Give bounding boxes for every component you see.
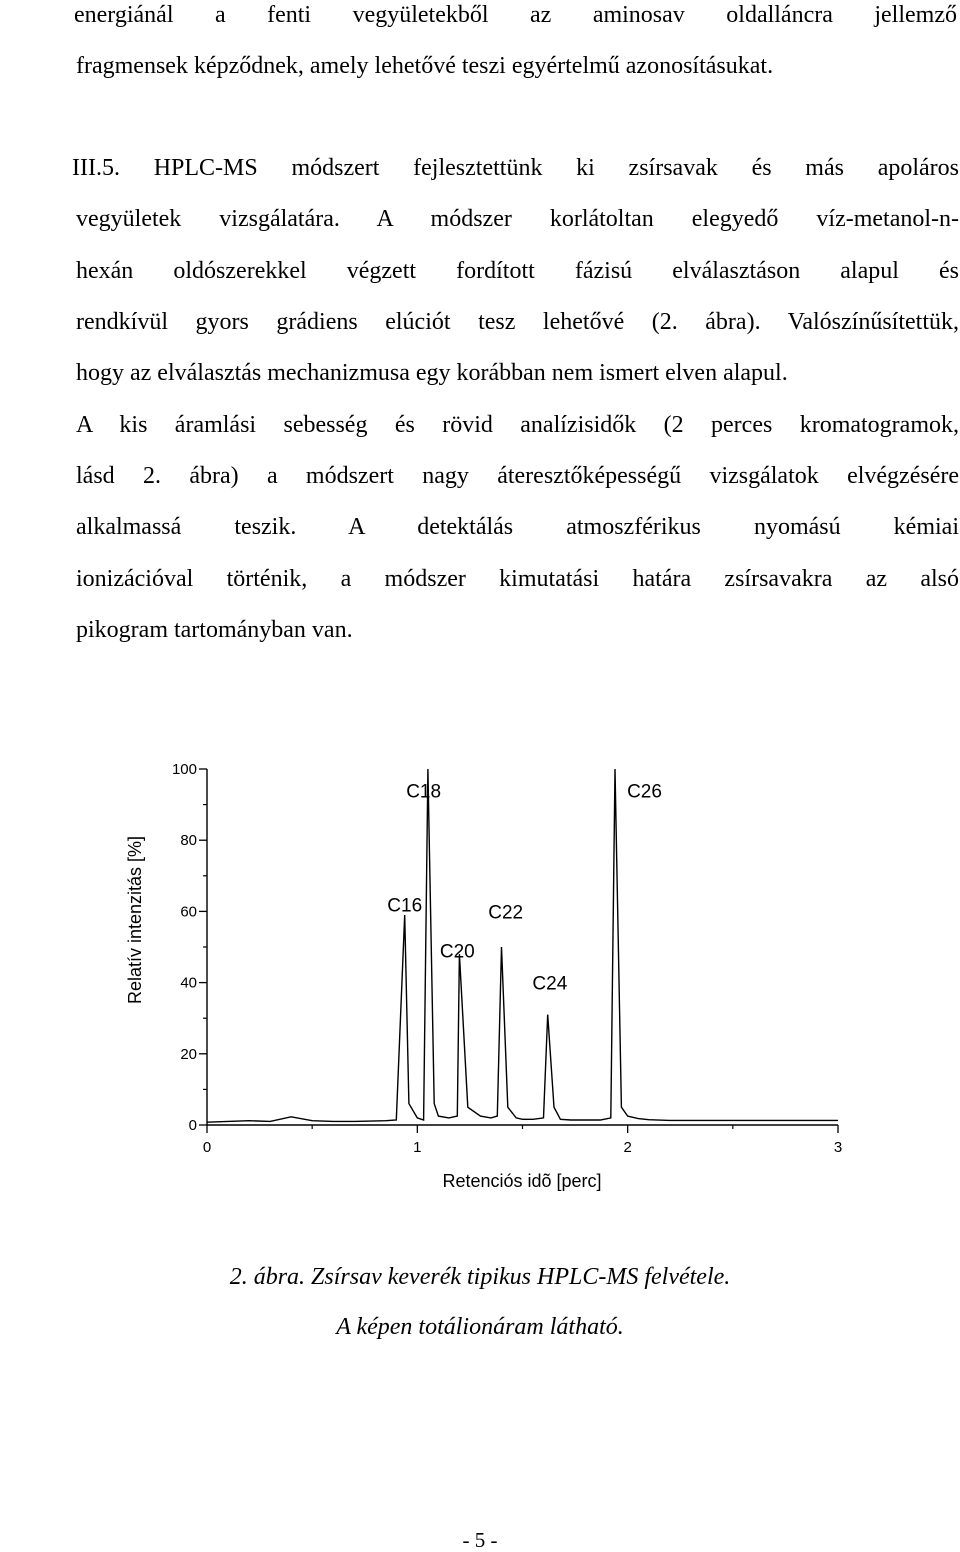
y-axis-label: Relatív intenzitás [%] (125, 835, 145, 1005)
peak-label-c20: C20 (439, 941, 475, 963)
section-line-7: lásd 2. ábra) a módszert nagy áteresztőképességű vizsgálatok elvégzésére (76, 463, 959, 489)
section-line-2: vegyületek vizsgálatára. A módszer korlátoltan elegyedő víz-metanol-n- (76, 206, 959, 232)
section-line-6: A kis áramlási sebesség és rövid analízisidők (2 perces kromatogramok, (76, 412, 959, 438)
y-axis-ticks (172, 761, 207, 1134)
peak-label-c26: C26 (627, 781, 662, 803)
y-tick-label: 20 (180, 1045, 197, 1063)
section-line-1: III.5. HPLC-MS módszert fejlesztettünk ki zsírsavak és más apoláros (72, 155, 959, 181)
figure-caption-line-2: A képen totálionáram látható. (336, 1314, 624, 1340)
section-line-10: pikogram tartományban van. (76, 617, 353, 643)
x-tick-label: 3 (833, 1139, 843, 1156)
section-line-3: hexán oldószerekkel végzett fordított fázisú elválasztáson alapul és (76, 258, 959, 284)
figure-caption-line-1: 2. ábra. Zsírsav keverék tipikus HPLC-MS felvétele. (229, 1264, 731, 1290)
y-tick-label: 0 (188, 1117, 197, 1134)
x-tick-label: 0 (202, 1139, 212, 1156)
y-tick-label: 60 (180, 903, 197, 921)
x-axis-label: Retenciós idõ [perc] (442, 1171, 602, 1191)
x-axis-ticks (203, 1125, 842, 1156)
y-tick-label: 80 (180, 832, 197, 850)
y-tick-label: 40 (180, 974, 197, 992)
peak-label-c18: C18 (406, 781, 442, 803)
peak-label-c22: C22 (488, 902, 524, 924)
intro-line-1: energiánál a fenti vegyületekből az aminosav oldalláncra jellemző (74, 2, 957, 28)
peak-label-c16: C16 (387, 895, 423, 917)
x-tick-label: 1 (413, 1139, 422, 1156)
intro-line-2: fragmensek képződnek, amely lehetővé teszi egyértelmű azonosításukat. (76, 53, 774, 79)
section-line-9: ionizációval történik, a módszer kimutatási határa zsírsavakra az alsó (76, 566, 959, 592)
peak-label-c24: C24 (532, 973, 568, 995)
page-number: - 5 - (462, 1528, 498, 1552)
chromatogram-trace (207, 769, 838, 1122)
y-tick-label: 100 (171, 761, 197, 778)
x-tick-label: 2 (623, 1139, 632, 1156)
section-line-4: rendkívül gyors grádiens elúciót tesz lehetővé (2. ábra). Valószínűsítettük, (76, 309, 959, 335)
section-line-5: hogy az elválasztás mechanizmusa egy korábban nem ismert elven alapul. (76, 360, 788, 386)
section-line-8: alkalmassá teszik. A detektálás atmoszférikus nyomású kémiai (76, 514, 959, 540)
